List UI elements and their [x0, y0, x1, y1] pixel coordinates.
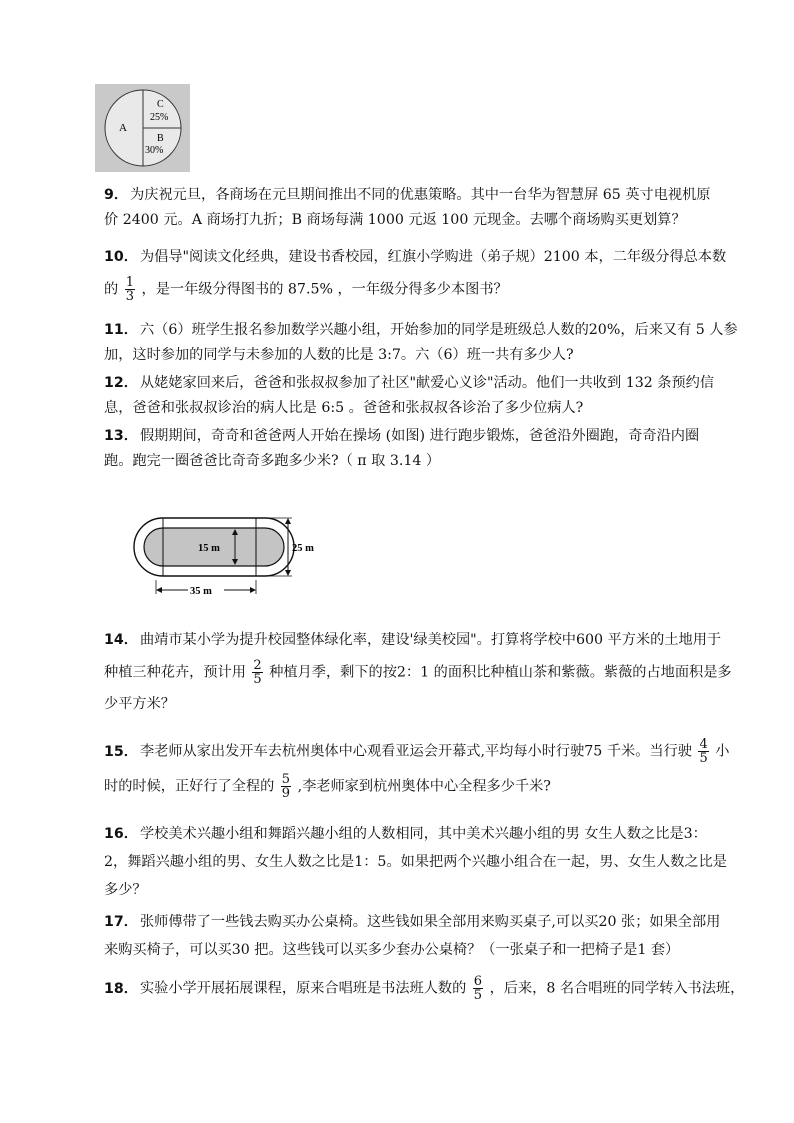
question-number: 11． — [104, 322, 138, 338]
question-text-line2a: 种植三种花卉，预计用 — [104, 664, 246, 681]
question-15 — [104, 738, 728, 800]
fraction — [473, 975, 483, 1002]
question-text-line1: 六（6）班学生报名参加数学兴趣小组，开始参加的同学是班级总人数的20%，后来又有 5 人参 — [139, 322, 738, 338]
question-text-line2: 息，爸爸和张叔叔诊治的病人比是 6:5 。爸爸和张叔叔各诊治了多少位病人? — [104, 400, 584, 416]
denominator: 3 — [125, 289, 134, 304]
question-text-line1: 张师傅带了一些钱去购买办公桌椅。这些钱如果全部用来购买桌子,可以买20 张；如果全部用 — [139, 914, 721, 930]
question-text-line2b: ,李老师家到杭州奥体中心全程多少千米? — [297, 778, 551, 795]
question-text-line2a: 的 — [104, 281, 119, 298]
question-text-line1: 假期期间，奇奇和爸爸两人开始在操场 (如图) 进行跑步锻炼，爸爸沿外圈跑，奇奇沿内圈 — [139, 428, 700, 444]
outer-width-label: 25 m — [292, 543, 314, 554]
question-13 — [104, 424, 728, 474]
pie-chart-figure — [95, 84, 190, 172]
question-text-line2: 2，舞蹈兴趣小组的男、女生人数之比是1：5。如果把两个兴趣小组合在一起，男、女生人数之比是 — [104, 854, 727, 870]
question-text-line2: 来购买椅子，可以买30 把。这些钱可以买多少套办公桌椅？（一张桌子和一把椅子是1 套） — [104, 942, 680, 958]
question-number: 17． — [104, 914, 138, 930]
denominator: 5 — [699, 751, 708, 766]
question-10 — [104, 245, 728, 303]
question-number: 10． — [104, 249, 138, 265]
denominator: 9 — [281, 786, 291, 801]
numerator: 2 — [253, 658, 262, 673]
question-text-line2: 加，这时参加的同学与未参加的人数的比是 3:7。六（6）班一共有多少人? — [104, 347, 574, 363]
pie-label-b: B — [157, 133, 164, 144]
question-number: 16． — [104, 826, 138, 842]
pie-label-c: C — [157, 99, 164, 110]
question-text-line1: 为倡导"阅读文化经典，建设书香校园，红旗小学购进（弟子规）2100 本，二年级分得总本数 — [139, 249, 727, 265]
question-text-line1: 为庆祝元旦，各商场在元旦期间推出不同的优惠策略。其中一台华为智慧屏 65 英寸电视机原 — [130, 187, 711, 203]
question-text-line1b: 小 — [715, 743, 730, 760]
arrow-head — [156, 587, 162, 593]
question-17 — [104, 910, 728, 963]
numerator: 1 — [125, 275, 134, 290]
length-label: 35 m — [190, 586, 212, 596]
question-text-line2: 跑。跑完一圈爸爸比奇奇多跑多少米?（ π 取 3.14 ） — [104, 453, 441, 469]
question-number: 18． — [104, 980, 138, 997]
question-number: 13． — [104, 428, 138, 444]
question-text-line3: 多少？ — [104, 882, 147, 898]
question-16 — [104, 822, 728, 903]
question-number: 9． — [104, 187, 129, 203]
question-14 — [104, 628, 732, 717]
question-number: 15． — [104, 743, 138, 760]
question-text-line2b: ，是一年级分得图书的 87.5% ，一年级分得多少本图书？ — [141, 281, 508, 298]
question-text-line1: 从姥姥家回来后，爸爸和张叔叔参加了社区"献爱心义诊"活动。他们一共收到 132 条预约信 — [139, 375, 715, 391]
question-text-line1b: ，后来，8 名合唱班的同学转入书法班， — [489, 980, 745, 997]
question-text-line2b: 种植月季，剩下的按2：1 的面积比种植山茶和紫薇。紫薇的占地面积是多 — [269, 664, 732, 681]
question-text-line2a: 时的时候，正好行了全程的 — [104, 778, 275, 795]
denominator: 5 — [253, 672, 262, 687]
fraction — [281, 773, 291, 800]
arrow-head — [285, 518, 291, 524]
inner-width-label: 15 m — [198, 543, 220, 554]
question-18 — [104, 974, 745, 1003]
fraction — [252, 659, 262, 686]
numerator: 4 — [699, 737, 708, 752]
denominator: 5 — [473, 988, 483, 1003]
pie-label-b-percent: 30% — [145, 145, 164, 156]
running-track-figure — [126, 512, 326, 596]
question-number: 12． — [104, 375, 138, 391]
arrow-head — [285, 570, 291, 576]
numerator: 6 — [473, 974, 483, 989]
question-text-line1a: 李老师从家出发开车去杭州奥体中心观看亚运会开幕式,平均每小时行驶75 千米。当行驶 — [139, 743, 692, 760]
question-number: 14． — [104, 632, 138, 648]
question-text-line1: 曲靖市某小学为提升校园整体绿化率，建设'绿美校园"。打算将学校中600 平方米的土地用于 — [139, 632, 722, 648]
pie-label-c-percent: 25% — [150, 112, 169, 123]
fraction — [125, 276, 135, 303]
numerator: 5 — [281, 772, 291, 787]
question-9 — [104, 183, 728, 233]
question-11 — [104, 318, 738, 368]
question-12 — [104, 371, 728, 421]
question-text-line3: 少平方米？ — [104, 696, 175, 712]
question-text-line2: 价 2400 元。A 商场打九折；B 商场每满 1000 元返 100 元现金。去哪个商场购买更划算？ — [104, 212, 686, 228]
question-text-line1a: 实验小学开展拓展课程，原来合唱班是书法班人数的 — [139, 980, 467, 997]
arrow-head — [250, 587, 256, 593]
fraction — [698, 738, 708, 765]
pie-label-a: A — [119, 122, 127, 134]
question-text-line1: 学校美术兴趣小组和舞蹈兴趣小组的人数相同，其中美术兴趣小组的男 女生人数之比是3： — [139, 826, 707, 842]
